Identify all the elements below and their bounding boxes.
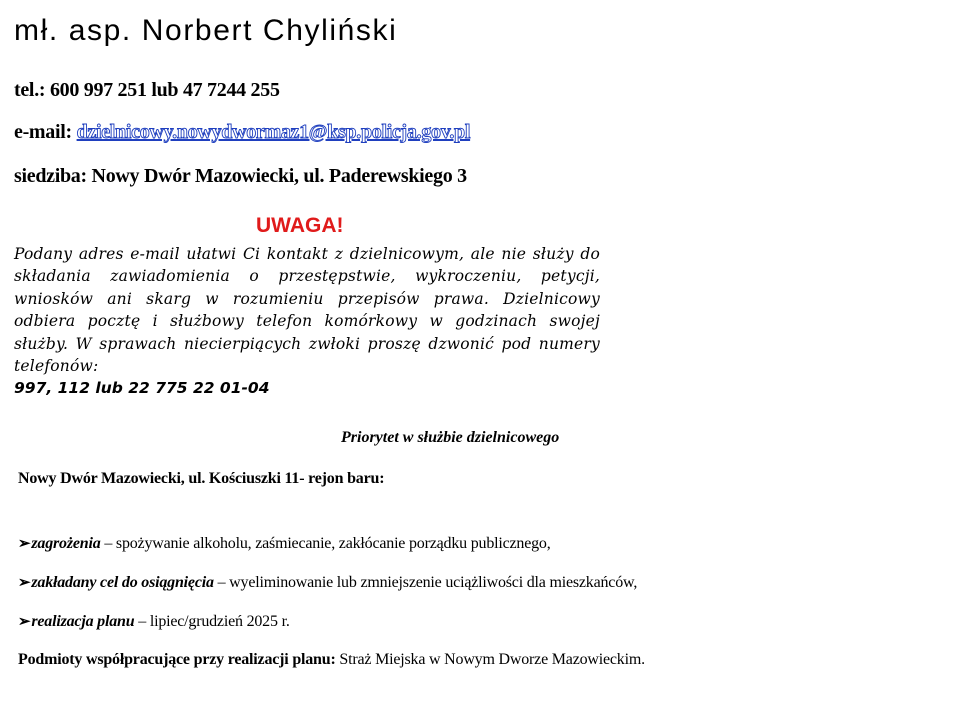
arrow-bullet-icon: ➢ [18, 536, 31, 552]
headquarters-line: siedziba: Nowy Dwór Mazowiecki, ul. Paderewskiego 3 [14, 165, 467, 187]
partners-label: Podmioty współpracujące przy realizacji planu: [18, 651, 336, 668]
list-item [18, 612, 290, 631]
priority-title: Priorytet w służbie dzielnicowego [341, 429, 560, 446]
arrow-bullet-icon: ➢ [18, 575, 31, 591]
bullet-text: – lipiec/grudzień 2025 r. [134, 613, 290, 630]
email-link[interactable]: dzielnicowy.nowydwormaz1@ksp.policja.gov.pl [76, 121, 471, 143]
bullet-text: – wyeliminowanie lub zmniejszenie uciążliwości dla mieszkańców, [213, 574, 638, 591]
partners-value: Straż Miejska w Nowym Dworze Mazowieckim. [335, 651, 645, 668]
bullet-term: realizacja planu [31, 613, 135, 630]
emergency-numbers: 997, 112 lub 22 775 22 01-04 [14, 379, 270, 397]
warning-body: Podany adres e-mail ułatwi Ci kontakt z dzielnicowym, ale nie służy do składania zawiadomienia o przestępstwie, wykroczeniu, petycji, wniosków ani skarg w rozumieniu przepisów prawa. Dzielnicowy odbiera pocztę i służbowy telefon komórkowy w godzinach swojej służby. W sprawach niecierpiących zwłoki proszę dzwonić pod numery telefonów: [14, 245, 600, 376]
email-line [14, 121, 470, 144]
list-item [18, 573, 637, 592]
bullet-text: – spożywanie alkoholu, zaśmiecanie, zakłócanie porządku publicznego, [100, 535, 551, 552]
bullet-term: zakładany cel do osiągnięcia [31, 574, 214, 591]
officer-name: mł. asp. Norbert Chyliński [14, 14, 398, 47]
email-separator: : [65, 121, 77, 143]
priority-region: Nowy Dwór Mazowiecki, ul. Kościuszki 11- rejon baru: [18, 470, 385, 487]
email-label: e-mail [14, 121, 66, 143]
warning-title: UWAGA! [256, 214, 344, 237]
list-item [18, 534, 551, 553]
phone-line: tel.: 600 997 251 lub 47 7244 255 [14, 79, 280, 101]
partners-line [18, 651, 645, 669]
arrow-bullet-icon: ➢ [18, 614, 31, 630]
bullet-term: zagrożenia [31, 535, 101, 552]
